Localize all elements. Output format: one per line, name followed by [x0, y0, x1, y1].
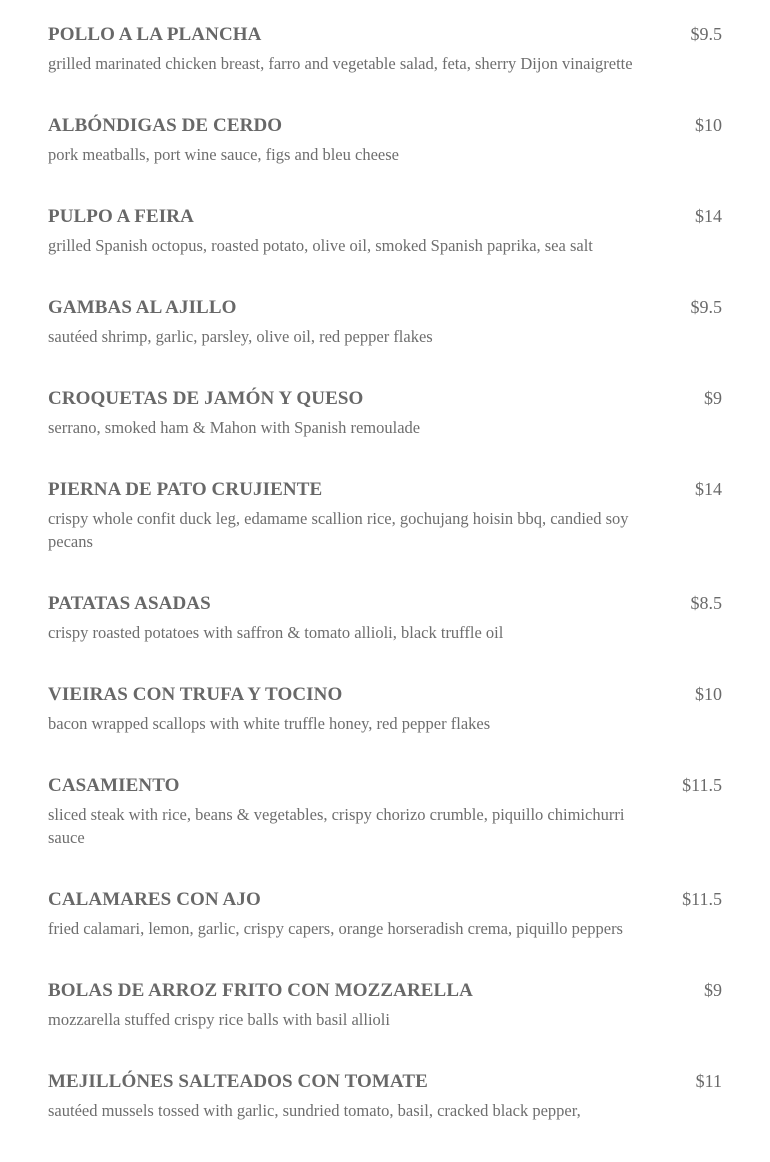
menu-item-description: grilled Spanish octopus, roasted potato, olive oil, smoked Spanish paprika, sea salt	[48, 236, 593, 255]
menu-item	[48, 980, 722, 1031]
menu-item-name: ALBÓNDIGAS DE CERDO	[48, 115, 283, 136]
menu-list	[48, 24, 722, 1162]
menu-item-header	[48, 1071, 722, 1097]
menu-item-description: sautéed mussels tossed with garlic, sundried tomato, basil, cracked black pepper,	[48, 1101, 581, 1120]
menu-item-description: serrano, smoked ham & Mahon with Spanish remoulade	[48, 418, 421, 437]
menu-item-name: CROQUETAS DE JAMÓN Y QUESO	[48, 388, 364, 409]
menu-item-header	[48, 388, 722, 414]
menu-item	[48, 115, 722, 166]
menu-item-description: mozzarella stuffed crispy rice balls with basil allioli	[48, 1010, 390, 1029]
menu-item-description: crispy whole confit duck leg, edamame scallion rice, gochujang hoisin bbq, candied soy pecans	[48, 509, 629, 551]
menu-item	[48, 889, 722, 940]
menu-item	[48, 1071, 722, 1122]
menu-item-header	[48, 479, 722, 505]
menu-item-name: GAMBAS AL AJILLO	[48, 297, 237, 318]
menu-item-header	[48, 115, 722, 141]
menu-item-name: PATATAS ASADAS	[48, 593, 211, 614]
menu-item	[48, 297, 722, 348]
menu-item	[48, 206, 722, 257]
menu-item-name: POLLO A LA PLANCHA	[48, 24, 262, 45]
menu-item-header	[48, 775, 722, 801]
menu-item-price: $10	[695, 115, 722, 135]
menu-item-description: sliced steak with rice, beans & vegetables, crispy chorizo crumble, piquillo chimichurri sauce	[48, 805, 625, 847]
menu-item-name: PULPO A FEIRA	[48, 206, 194, 227]
menu-item-price: $14	[695, 479, 722, 499]
menu-item-header	[48, 297, 722, 323]
menu-item-price: $11.5	[682, 889, 722, 909]
menu-item-header	[48, 593, 722, 619]
menu-item-header	[48, 24, 722, 50]
menu-item-price: $11.5	[682, 775, 722, 795]
menu-item-description: grilled marinated chicken breast, farro and vegetable salad, feta, sherry Dijon vinaigrette	[48, 54, 633, 73]
menu-item-name: CALAMARES CON AJO	[48, 889, 261, 910]
menu-item-price: $14	[695, 206, 722, 226]
menu-item-description: bacon wrapped scallops with white truffle honey, red pepper flakes	[48, 714, 491, 733]
menu-item-header	[48, 889, 722, 915]
menu-item-header	[48, 684, 722, 710]
menu-item-description: crispy roasted potatoes with saffron & tomato allioli, black truffle oil	[48, 623, 504, 642]
menu-item-description: sautéed shrimp, garlic, parsley, olive oil, red pepper flakes	[48, 327, 433, 346]
menu-item-price: $9	[704, 980, 722, 1000]
menu-item-price: $9.5	[690, 297, 722, 317]
menu-item-price: $8.5	[690, 593, 722, 613]
menu-item	[48, 24, 722, 75]
menu-item-price: $10	[695, 684, 722, 704]
menu-item-name: PIERNA DE PATO CRUJIENTE	[48, 479, 323, 500]
menu-item-name: MEJILLÓNES SALTEADOS CON TOMATE	[48, 1071, 428, 1092]
menu-item-header	[48, 206, 722, 232]
menu-item-price: $11	[695, 1071, 722, 1091]
menu-item-name: BOLAS DE ARROZ FRITO CON MOZZARELLA	[48, 980, 473, 1001]
menu-item	[48, 593, 722, 644]
menu-item	[48, 775, 722, 849]
menu-item-price: $9.5	[690, 24, 722, 44]
menu-item	[48, 388, 722, 439]
menu-item-name: VIEIRAS CON TRUFA Y TOCINO	[48, 684, 343, 705]
menu-item-description: pork meatballs, port wine sauce, figs and bleu cheese	[48, 145, 399, 164]
menu-item-description: fried calamari, lemon, garlic, crispy capers, orange horseradish crema, piquillo peppers	[48, 919, 623, 938]
menu-item-price: $9	[704, 388, 722, 408]
menu-item	[48, 479, 722, 553]
menu-item	[48, 684, 722, 735]
menu-item-header	[48, 980, 722, 1006]
menu-item-name: CASAMIENTO	[48, 775, 180, 796]
